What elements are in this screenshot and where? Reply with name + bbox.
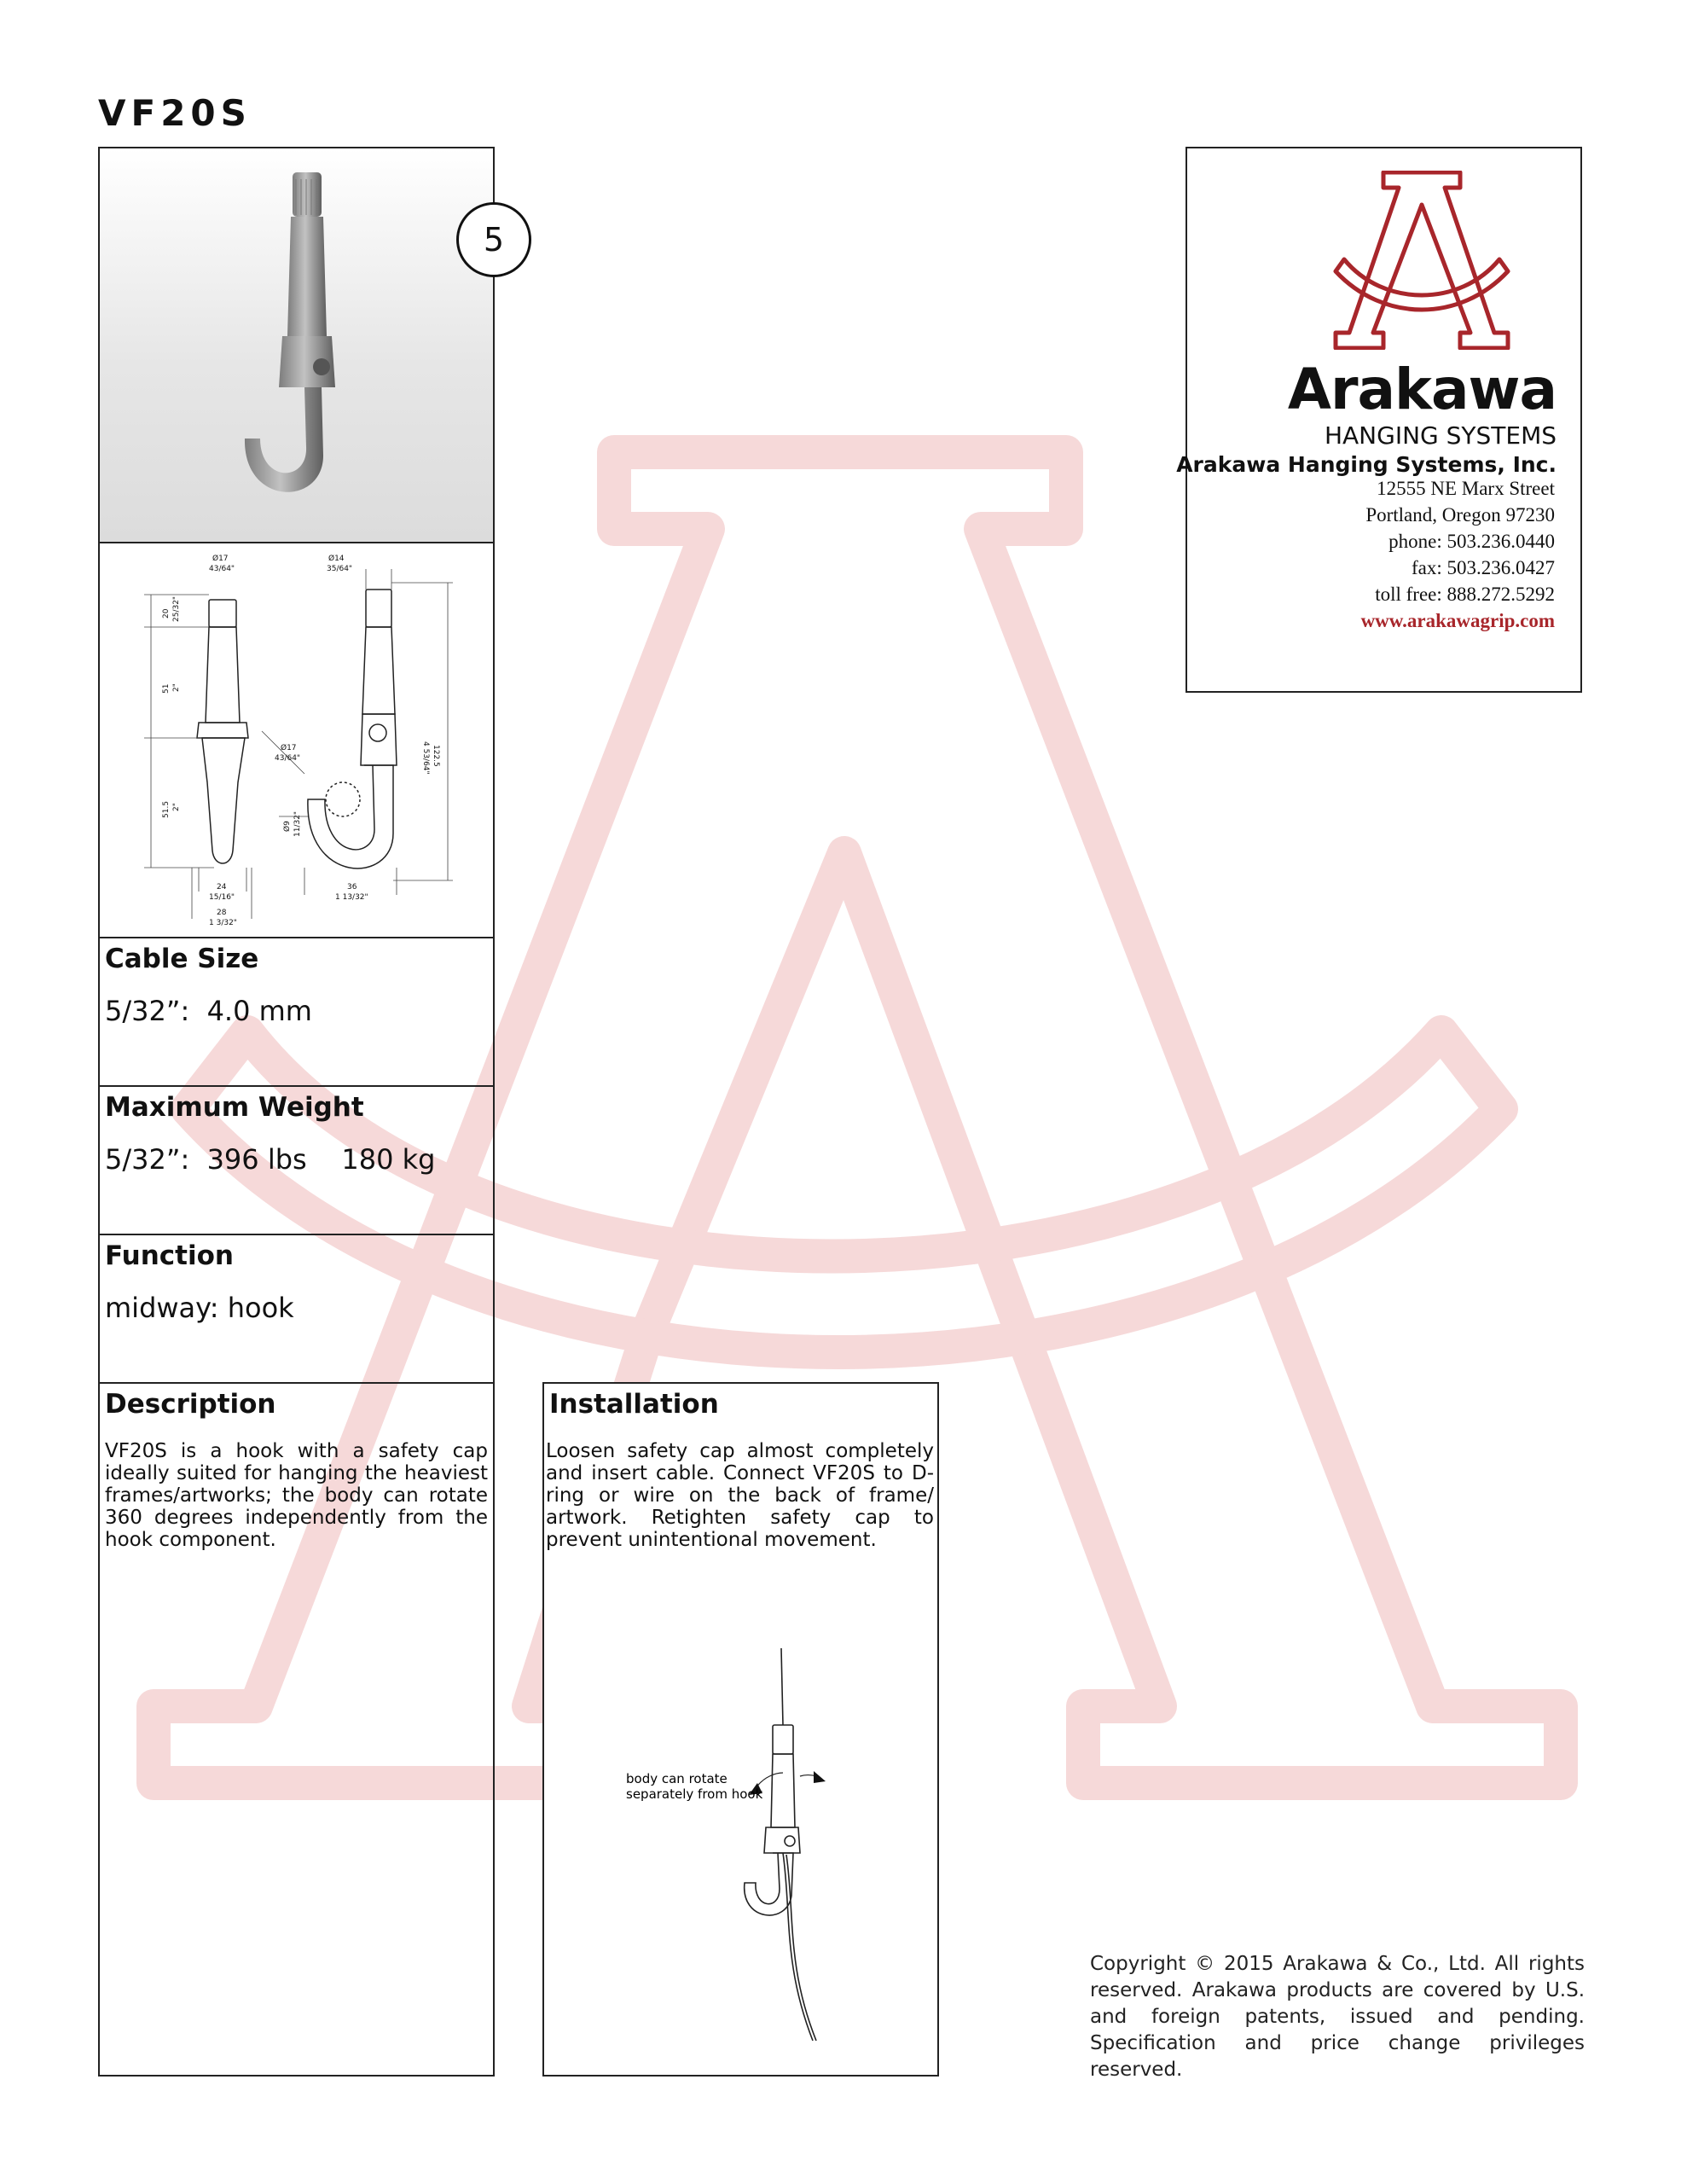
copyright-text: Copyright © 2015 Arakawa & Co., Ltd. All rights reserved. Arakawa products are covered by U.S. and foreign patents, issued and pending. Specification and price change privileges reserved. (1090, 1953, 1585, 2081)
logo-wordmark: Arakawa (1287, 357, 1557, 422)
technical-drawing-frame (98, 542, 495, 938)
dim-h20: 20 (162, 608, 171, 619)
max-weight-section (98, 1085, 495, 1235)
dim-d17-hook: Ø17 (281, 744, 297, 752)
installation-illustration (612, 1640, 868, 2058)
dim-w24: 24 (217, 883, 227, 892)
dim-h122: 122.5 (432, 745, 440, 767)
dim-w28: 28 (217, 909, 227, 917)
max-weight-heading: Maximum Weight (105, 1092, 364, 1123)
dim-w36: 36 (347, 883, 357, 892)
dim-d14: Ø14 (328, 555, 345, 563)
dim-h122-in: 4 53/64" (421, 741, 430, 775)
product-title: VF20S (98, 92, 252, 134)
max-weight-value: 5/32”: 396 lbs 180 kg (105, 1143, 436, 1176)
product-photo-frame (98, 147, 495, 543)
installation-section (542, 1382, 939, 2077)
company-info-box (1176, 147, 1582, 693)
installation-heading: Installation (549, 1389, 719, 1420)
number-badge: 5 (456, 202, 531, 277)
dim-h20-in: 25/32" (172, 595, 181, 622)
dim-w28-in: 1 3/32" (209, 919, 237, 927)
dim-d14-in: 35/64" (327, 565, 353, 573)
function-section (98, 1234, 495, 1384)
callout-line-2: separately from hook (626, 1786, 763, 1802)
cable-size-section (98, 937, 495, 1087)
cable-size-heading: Cable Size (105, 944, 259, 974)
cable-size-value: 5/32”: 4.0 mm (105, 995, 312, 1027)
dim-h51: 51 (162, 683, 171, 694)
description-section (98, 1382, 495, 2077)
callout-line-1: body can rotate (626, 1771, 728, 1786)
company-street: 12555 NE Marx Street (1377, 478, 1555, 499)
dim-h51-5: 51.5 (162, 800, 171, 818)
dim-d17-top: Ø17 (212, 555, 229, 563)
installation-text: Loosen safety cap almost completely and insert cable. Connect VF20S to D-ring or wire on the back of frame/ artwork. Retighten safety cap to prevent unintentional movement. (546, 1440, 934, 1551)
company-tollfree: toll free: 888.272.5292 (1375, 584, 1555, 605)
dim-d17-hook-in: 43/64" (275, 754, 301, 763)
logo-subtitle: HANGING SYSTEMS (1324, 421, 1557, 450)
dim-d17-top-in: 43/64" (209, 565, 235, 573)
company-city: Portland, Oregon 97230 (1365, 504, 1555, 526)
technical-drawing (100, 543, 493, 937)
dim-w36-in: 1 13/32" (335, 893, 368, 902)
company-fax: fax: 503.236.0427 (1411, 557, 1555, 578)
company-name: Arakawa Hanging Systems, Inc. (1176, 452, 1557, 477)
description-heading: Description (105, 1389, 276, 1420)
dim-w24-in: 15/16" (209, 893, 235, 902)
description-text: VF20S is a hook with a safety cap ideally suited for hanging the heaviest frames/artworks; the body can rotate 360 degrees independently from the hook component. (105, 1440, 488, 1551)
function-heading: Function (105, 1240, 234, 1271)
function-value: midway: hook (105, 1292, 294, 1324)
product-photo-hook (100, 148, 493, 542)
dim-h51-5-in: 2" (172, 803, 181, 811)
dim-d9-in: 11/32" (293, 810, 302, 837)
company-website-link[interactable]: www.arakawagrip.com (1360, 610, 1555, 631)
dim-d9: Ø9 (283, 821, 292, 832)
dim-h51-in: 2" (172, 683, 181, 692)
arakawa-logo-icon (1332, 171, 1511, 350)
company-phone: phone: 503.236.0440 (1388, 531, 1555, 552)
